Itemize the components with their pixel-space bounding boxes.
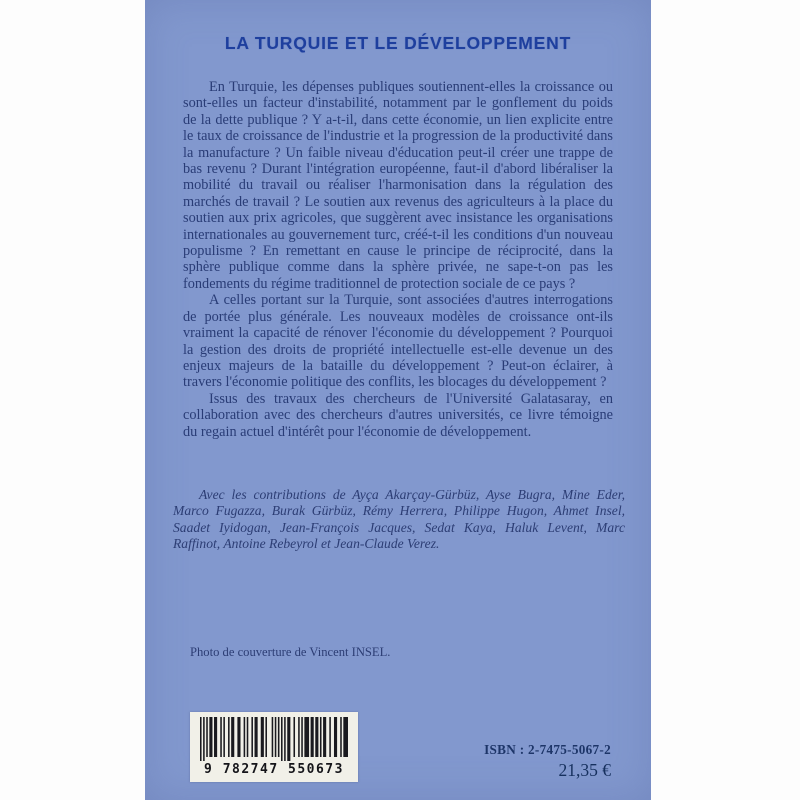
barcode-number: 9 782747 550673	[204, 762, 344, 777]
paragraph-2: A celles portant sur la Turquie, sont associées d'autres interrogations de portée plus générale. Les nouveaux modèles de croissance ont-ils vraiment la capacité de rénover l'économie du développement ? Pourquoi la gestion des droits de propriété intellectuelle est-elle devenue un des enjeux majeurs de la bataille du développement ? Peut-on éclairer, à travers l'économie politique des conflits, les blocages du développement ?	[183, 292, 613, 391]
isbn-number: ISBN : 2-7475-5067-2	[484, 742, 611, 757]
price: 21,35 €	[558, 760, 611, 780]
photo-credit: Photo de couverture de Vincent INSEL.	[190, 645, 391, 659]
barcode	[190, 712, 358, 782]
paragraph-3: Issus des travaux des chercheurs de l'Université Galatasaray, en collaboration avec des chercheurs d'autres universités, ce livre témoigne du regain actuel d'intérêt pour l'économie de développement.	[183, 390, 613, 440]
back-cover-text	[183, 79, 613, 440]
cover-blue-panel	[145, 0, 651, 800]
barcode-bars-graphic	[200, 717, 348, 761]
paragraph-1: En Turquie, les dépenses publiques soutiennent-elles la croissance ou sont-elles un facteur d'instabilité, notamment par le gonflement du poids de la dette publique ? Y a-t-il, dans cette économie, un lien explicite entre le taux de croissance de l'industrie et la progression de la productivité dans la manufacture ? Un faible niveau d'éducation peut-il créer une trappe de bas revenu ? Durant l'intégration européenne, faut-il d'abord libéraliser la mobilité du travail ou réaliser l'harmonisation dans la régulation des marchés de travail ? Le soutien aux revenus des agriculteurs à la place du soutien aux prix agricoles, que suggèrent avec insistance les organisations internationales au gouvernement turc, créé-t-il les conditions d'un nouveau populisme ? En remettant en cause le principe de réciprocité, dans la sphère publique comme dans la sphère privée, ne sape-t-on pas les fondements du régime traditionnel de protection sociale de ce pays ?	[183, 79, 613, 292]
book-title: LA TURQUIE ET LE DÉVELOPPEMENT	[224, 33, 572, 53]
contributors-note: Avec les contributions de Ayça Akarçay-Gürbüz, Ayse Bugra, Mine Eder, Marco Fugazza, Burak Gürbüz, Rémy Herrera, Philippe Hugon, Ahmet Insel, Saadet Iyidogan, Jean-François Jacques, Sedat Kaya, Haluk Levent, Marc Raffinot, Antoine Rebeyrol et Jean-Claude Verez.	[173, 486, 625, 552]
isbn-price-block	[484, 742, 611, 781]
